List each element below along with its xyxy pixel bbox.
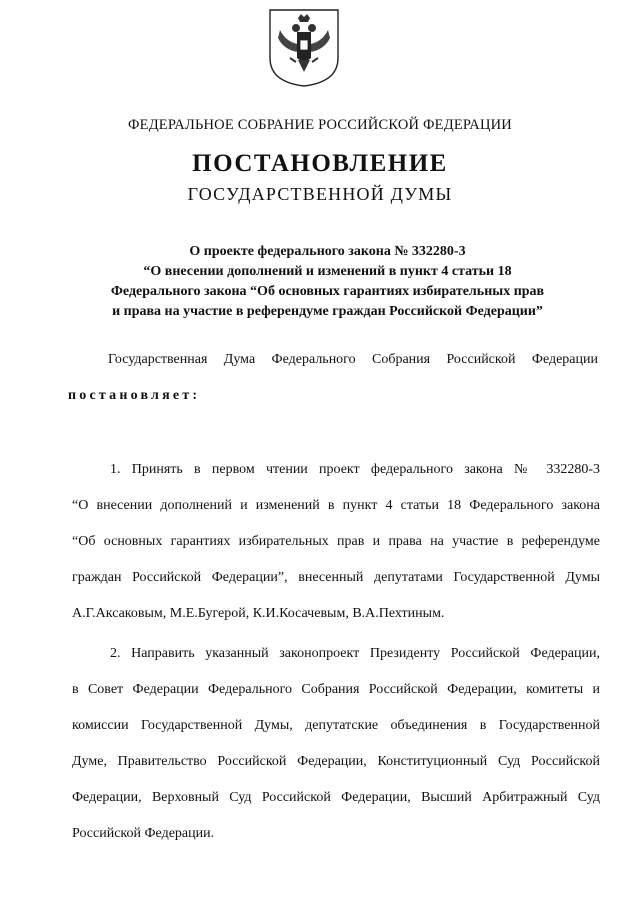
organization-header: ФЕДЕРАЛЬНОЕ СОБРАНИЕ РОССИЙСКОЙ ФЕДЕРАЦИИ xyxy=(128,117,512,133)
paragraph-line: 1. Принять в первом чтении проект федерального закона № 332280-3 xyxy=(110,462,600,477)
title-line: Федерального закона “Об основных гарантиях избирательных прав xyxy=(110,284,545,299)
document-title xyxy=(60,242,595,322)
paragraph-2 xyxy=(72,644,600,860)
paragraph-1 xyxy=(72,460,600,640)
title-line: О проекте федерального закона № 332280-3 xyxy=(189,244,466,259)
paragraph-line: Федерации, Верховный Суд Российской Федерации, Высший Арбитражный Суд xyxy=(72,790,600,805)
title-line: “О внесении дополнений и изменений в пункт 4 статьи 18 xyxy=(143,264,512,279)
paragraph-line: Российской Федерации. xyxy=(72,826,215,841)
paragraph-line: комиссии Государственной Думы, депутатские объединения в Государственной xyxy=(72,718,600,733)
paragraph-line: граждан Российской Федерации”, внесенный депутатами Государственной Думы xyxy=(72,570,600,585)
document-type-heading: ПОСТАНОВЛЕНИЕ xyxy=(192,150,448,177)
preamble-text: Государственная Дума Федерального Собрания Российской Федерации xyxy=(108,352,598,367)
title-line: и права на участие в референдуме граждан Российской Федерации” xyxy=(112,304,543,319)
paragraph-line: 2. Направить указанный законопроект Президенту Российской Федерации, xyxy=(110,646,600,661)
document-subtype-heading: ГОСУДАРСТВЕННОЙ ДУМЫ xyxy=(187,184,453,204)
paragraph-line: Думе, Правительство Российской Федерации, Конституционный Суд Российской xyxy=(72,754,600,769)
decree-word: постановляет: xyxy=(68,388,201,403)
paragraph-line: “О внесении дополнений и изменений в пункт 4 статьи 18 Федерального закона xyxy=(72,498,600,513)
paragraph-line: “Об основных гарантиях избирательных прав и права на участие в референдуме xyxy=(72,534,600,549)
coat-of-arms-emblem xyxy=(268,8,340,88)
paragraph-line: в Совет Федерации Федерального Собрания Российской Федерации, комитеты и xyxy=(72,682,600,697)
paragraph-line: А.Г.Аксаковым, М.Е.Бугерой, К.И.Косачевым, В.А.Пехтиным. xyxy=(72,606,445,621)
